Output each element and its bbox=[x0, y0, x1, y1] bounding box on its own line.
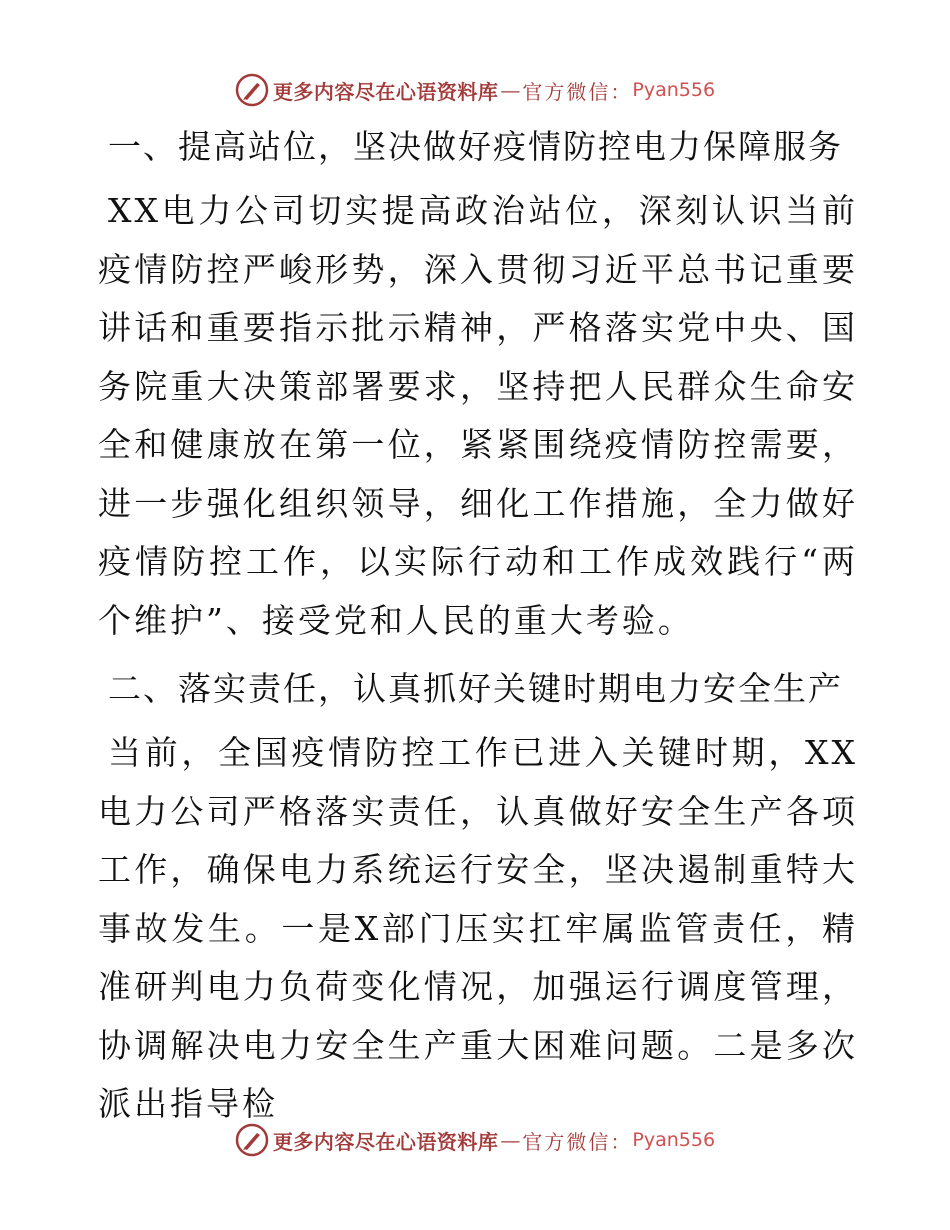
header-watermark bbox=[0, 70, 950, 110]
quill-pen-logo-icon bbox=[235, 1123, 269, 1157]
section-2-paragraph: 当前，全国疫情防控工作已进入关键时期，XX电力公司严格落实责任，认真做好安全生产各项工作，确保电力系统运行安全，坚决遏制重特大事故发生。一是X部门压实扛牢属监管责任，精准研判电力负荷变化情况，加强运行调度管理，协调解决电力安全生产重大困难问题。二是多次派出指导检 bbox=[98, 733, 858, 1123]
watermark-official-label: 官方微信： bbox=[522, 79, 633, 104]
footer-watermark bbox=[0, 1120, 950, 1160]
watermark-official-label: 官方微信： bbox=[522, 1129, 633, 1154]
watermark-library-text: 更多内容尽在心语资料库 bbox=[272, 79, 499, 104]
section-2-heading: 二、落实责任，认真抓好关键时期电力安全生产 bbox=[108, 669, 843, 708]
watermark-dash: — bbox=[500, 1128, 521, 1152]
watermark-dash: — bbox=[500, 78, 521, 102]
watermark-library-text: 更多内容尽在心语资料库 bbox=[272, 1129, 499, 1154]
watermark-wechat-id: Pyan556 bbox=[632, 79, 716, 101]
document-body bbox=[98, 118, 858, 1140]
section-1-heading: 一、提高站位，坚决做好疫情防控电力保障服务 bbox=[108, 127, 843, 166]
watermark-wechat-id: Pyan556 bbox=[632, 1129, 716, 1151]
quill-pen-logo-icon bbox=[235, 73, 269, 107]
section-1-paragraph: XX电力公司切实提高政治站位，深刻认识当前疫情防控严峻形势，深入贯彻习近平总书记重要讲话和重要指示批示精神，严格落实党中央、国务院重大决策部署要求，坚持把人民群众生命安全和健康放在第一位，紧紧围绕疫情防控需要，进一步强化组织领导，细化工作措施，全力做好疫情防控工作，以实际行动和工作成效践行“两个维护”、接受党和人民的重大考验。 bbox=[98, 191, 858, 640]
